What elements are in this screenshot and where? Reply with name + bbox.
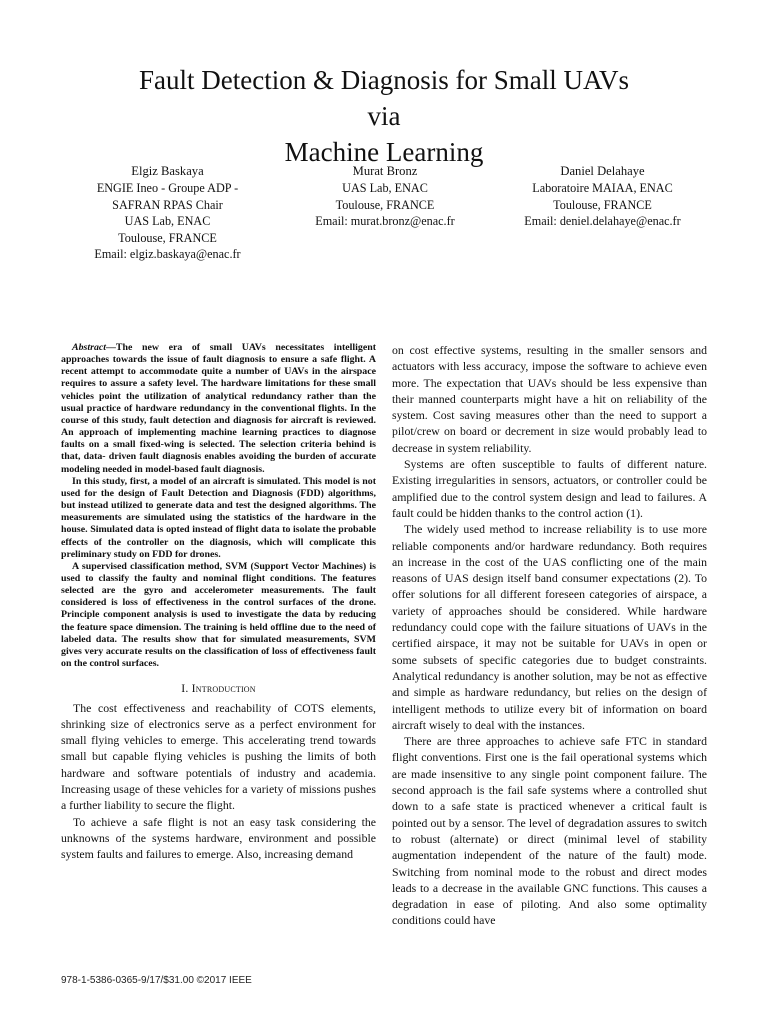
author-affiliation: UAS Lab, ENAC xyxy=(124,214,211,229)
author-1 xyxy=(60,163,275,262)
author-3 xyxy=(495,163,710,262)
copyright-footer: 978-1-5386-0365-9/17/$31.00 ©2017 IEEE xyxy=(61,975,252,986)
author-email: Email: deniel.delahaye@enac.fr xyxy=(524,214,681,229)
paper-title xyxy=(0,62,768,170)
author-affiliation: UAS Lab, ENAC xyxy=(342,181,428,196)
right-column xyxy=(392,342,707,929)
body-paragraph: To achieve a safe flight is not an easy task considering the unknowns of the systems hardware, environment and possible system faults and failures to emerge. Also, increasing demand xyxy=(61,814,376,862)
body-paragraph: The widely used method to increase reliability is to use more reliable components and/or hardware redundancy. Both requires an increase in the cost of the UAS conflicting one of the main reasons of UAS design itself band consumer expectations (2). To offer solutions for all different foreseen categories of airspace, a variety of approaches should be considered. While hardware redundancy could cope with the failure situations of UAVs in the certified airspace, it may not be suitable for UAVs in open or some subsets of specific categories due to budget constraints. Analytical redundancy is another solution, may be not as effective and simple as hardware redundancy, but relies on the design of intelligent methods to utilize every bit of information on board aircraft wisely to deal with the instances. xyxy=(392,522,707,732)
author-email: Email: elgiz.baskaya@enac.fr xyxy=(94,247,241,262)
abstract-lead: Abstract xyxy=(72,342,107,353)
author-affiliation: ENGIE Ineo - Groupe ADP - xyxy=(96,181,239,196)
author-location: Toulouse, FRANCE xyxy=(118,230,217,245)
body-paragraph: Systems are often susceptible to faults of different nature. Existing irregularities in sensors, actuators, or controller could be amplified due to the control system design and lead to failures. A fault could be hidden thanks to the control action (1). xyxy=(392,457,707,520)
body-paragraph: The cost effectiveness and reachability of COTS elements, shrinking size of electronics serve as a perfect environment for small flying vehicles to emerge. This accelerating trend towards small but capable flying vehicles is pushing the limits of both hardware and software potentials of industry and academia. Increasing usage of these vehicles for a variety of missions pushes a further liability to secure the flight. xyxy=(61,700,376,813)
author-name: Elgiz Baskaya xyxy=(131,164,204,178)
author-affiliation: SAFRAN RPAS Chair xyxy=(112,197,223,212)
author-name: Daniel Delahaye xyxy=(560,164,645,178)
author-location: Toulouse, FRANCE xyxy=(553,197,652,212)
author-block xyxy=(60,163,710,262)
body-paragraph: on cost effective systems, resulting in the smaller sensors and actuators with less accuracy, impose the software to achieve even more. The expectation that UAVs should be less expensive than their manned counterparts might have a hit on reliability of the system. Cost saving measures other than the need to support a pilot/crew on board or decrement in size would probably lead to decrease in system reliability. xyxy=(392,343,707,455)
section-number: I. xyxy=(181,681,189,696)
title-line-2: via xyxy=(367,101,401,131)
author-2 xyxy=(278,163,493,262)
abstract-paragraph: A supervised classification method, SVM (Support Vector Machines) is used to classify the faulty and nominal flight conditions. The features selected are the gyro and accelerometer measurements. The fault considered is loss of effectiveness in the control surfaces of the drone. Principle component analysis is used to investigate the data by reducing the feature space dimension. The training is held offline due to the need of labeled data. The results show that for simulated measurements, SVM gives very accurate results on the classification of loss of effectiveness fault on the control surfaces. xyxy=(61,560,376,670)
abstract xyxy=(61,342,376,670)
author-location: Toulouse, FRANCE xyxy=(335,197,435,212)
abstract-paragraph xyxy=(61,342,376,476)
author-name: Murat Bronz xyxy=(352,164,418,178)
body-paragraph: There are three approaches to achieve safe FTC in standard flight conventions. First one is the fail operational systems which are made insensitive to any single point component failure. The second approach is the fail safe systems where a controlled shut down to a safe state is practiced whenever a critical fault is pointed out by a sensor. The level of degradation assures to switch to robust (alternate) or direct (minimal level of stability augmentation independent of the nature of the fault) mode. Switching from nominal mode to the robust and direct modes leads to a decrease in the available GNC functions. This causes a degradation in ease of piloting. And also some optimality conditions could have xyxy=(392,734,707,928)
title-line-3: Machine Learning xyxy=(284,137,484,167)
section-title: Introduction xyxy=(191,681,256,696)
abstract-paragraph: In this study, first, a model of an aircraft is simulated. This model is not used for the design of Fault Detection and Diagnosis (FDD) algorithms, but instead utilized to generate data and test the designed algorithms. The measurements are simulated using the statistics of the hardware in the house. Simulated data is opted instead of flight data to isolate the probable effects of the controller on the diagnosis, which will complicate this preliminary study on FDD for drones. xyxy=(61,475,376,560)
title-line-1: Fault Detection & Diagnosis for Small UAVs xyxy=(139,65,629,95)
section-heading xyxy=(61,680,376,696)
author-email: Email: murat.bronz@enac.fr xyxy=(315,214,455,229)
author-affiliation: Laboratoire MAIAA, ENAC xyxy=(532,181,673,196)
abstract-text: —The new era of small UAVs necessitates intelligent approaches towards the issue of fault diagnosis to ensure a safe flight. A recent attempt to accommodate quite a number of UAVs in the airspace requires to assure a safety level. The hardware limitations for these small vehicles point the utilization of analytical redundancy rather than the usual practice of hardware redundancy in the conventional flights. In the course of this study, fault detection and diagnosis for aircraft is reviewed. An approach of implementing machine learning practices to diagnose faults on a small fixed-wing is selected. The selection criteria behind is that, data- driven fault diagnosis enables avoiding the burden of accurate modeling needed in model-based fault diagnosis. xyxy=(61,342,376,475)
left-column xyxy=(61,342,376,862)
